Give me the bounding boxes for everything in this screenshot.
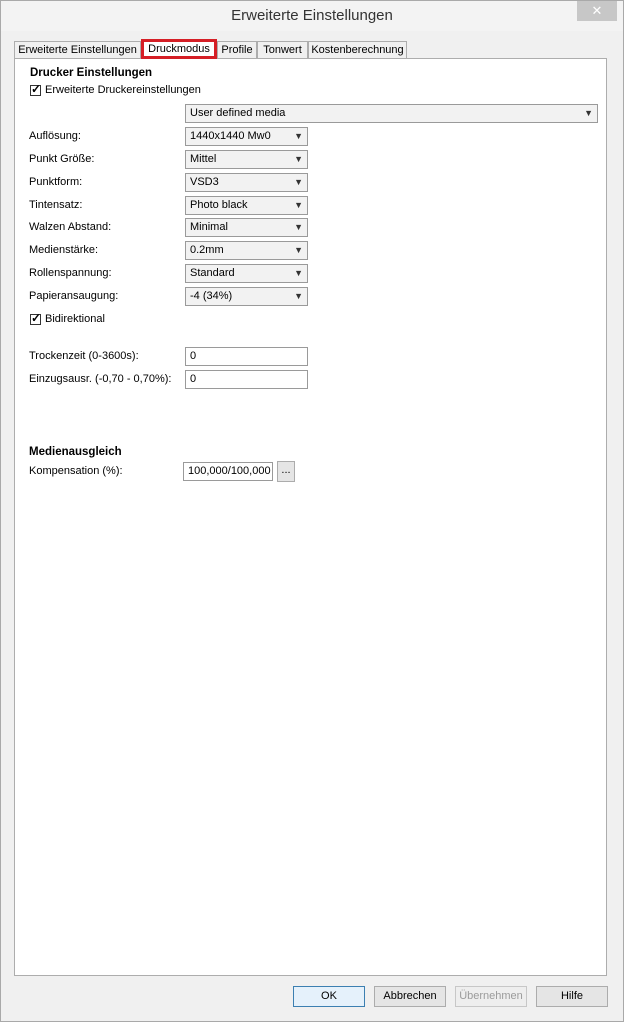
compensation-label: Kompensation (%): [29, 465, 123, 477]
chevron-down-icon: ▼ [294, 131, 303, 141]
media-thickness-label: Medienstärke: [29, 244, 99, 256]
resolution-label: Auflösung: [29, 130, 81, 142]
chevron-down-icon: ▼ [294, 291, 303, 301]
chevron-down-icon: ▼ [294, 154, 303, 164]
bidirectional-checkbox[interactable] [30, 314, 41, 325]
resolution-select[interactable] [185, 127, 308, 146]
tab-profile[interactable]: Profile [217, 41, 257, 58]
advanced-printer-settings-label: Erweiterte Druckereinstellungen [45, 84, 201, 96]
platen-gap-value: Minimal [190, 221, 228, 233]
media-thickness-value: 0.2mm [190, 244, 224, 256]
chevron-down-icon: ▼ [294, 222, 303, 232]
chevron-down-icon: ▼ [294, 200, 303, 210]
chevron-down-icon: ▼ [584, 108, 593, 118]
roll-tension-label: Rollenspannung: [29, 267, 112, 279]
paper-suction-value: -4 (34%) [190, 290, 233, 302]
platen-gap-label: Walzen Abstand: [29, 221, 112, 233]
window-title: Erweiterte Einstellungen [231, 7, 393, 24]
media-select[interactable] [185, 104, 598, 123]
tab-panel-druckmodus [14, 58, 607, 976]
ink-set-select[interactable] [185, 196, 308, 215]
drying-time-label: Trockenzeit (0-3600s): [29, 350, 139, 362]
dot-size-value: Mittel [190, 153, 217, 165]
advanced-printer-settings-checkbox[interactable] [30, 85, 41, 96]
compensation-input[interactable]: 100,000/100,000 [183, 462, 273, 481]
title-bar [1, 1, 623, 31]
compensation-browse-button[interactable]: ... [277, 461, 295, 482]
tab-druckmodus[interactable]: Druckmodus [141, 39, 217, 59]
dot-shape-label: Punktform: [29, 176, 83, 188]
chevron-down-icon: ▼ [294, 177, 303, 187]
tab-kostenberechnung[interactable]: Kostenberechnung [308, 41, 407, 58]
bidirectional-label: Bidirektional [45, 313, 105, 325]
chevron-down-icon: ▼ [294, 245, 303, 255]
ok-button[interactable]: OK [293, 986, 365, 1007]
ink-set-value: Photo black [190, 199, 248, 211]
paper-suction-label: Papieransaugung: [29, 290, 119, 302]
printer-settings-title: Drucker Einstellungen [30, 67, 153, 79]
ink-set-label: Tintensatz: [29, 199, 83, 211]
resolution-value: 1440x1440 Mw0 [190, 130, 271, 142]
apply-button[interactable]: Übernehmen [455, 986, 527, 1007]
platen-gap-select[interactable] [185, 218, 308, 237]
feed-adjust-label: Einzugsausr. (-0,70 - 0,70%): [29, 373, 172, 385]
dot-size-label: Punkt Größe: [29, 153, 95, 165]
drying-time-input[interactable]: 0 [185, 347, 308, 366]
dot-shape-select[interactable] [185, 173, 308, 192]
media-select-value: User defined media [190, 107, 286, 119]
cancel-button[interactable]: Abbrechen [374, 986, 446, 1007]
close-button[interactable] [577, 1, 617, 21]
roll-tension-value: Standard [190, 267, 235, 279]
media-compensation-title: Medienausgleich [29, 446, 122, 458]
chevron-down-icon: ▼ [294, 268, 303, 278]
help-button[interactable]: Hilfe [536, 986, 608, 1007]
media-thickness-select[interactable] [185, 241, 308, 260]
feed-adjust-input[interactable]: 0 [185, 370, 308, 389]
tab-erweiterte-einstellungen[interactable]: Erweiterte Einstellungen [14, 41, 141, 58]
dot-size-select[interactable] [185, 150, 308, 169]
paper-suction-select[interactable] [185, 287, 308, 306]
tab-tonwert[interactable]: Tonwert [257, 41, 308, 58]
roll-tension-select[interactable] [185, 264, 308, 283]
close-icon: ✕ [591, 3, 603, 18]
dot-shape-value: VSD3 [190, 176, 219, 188]
